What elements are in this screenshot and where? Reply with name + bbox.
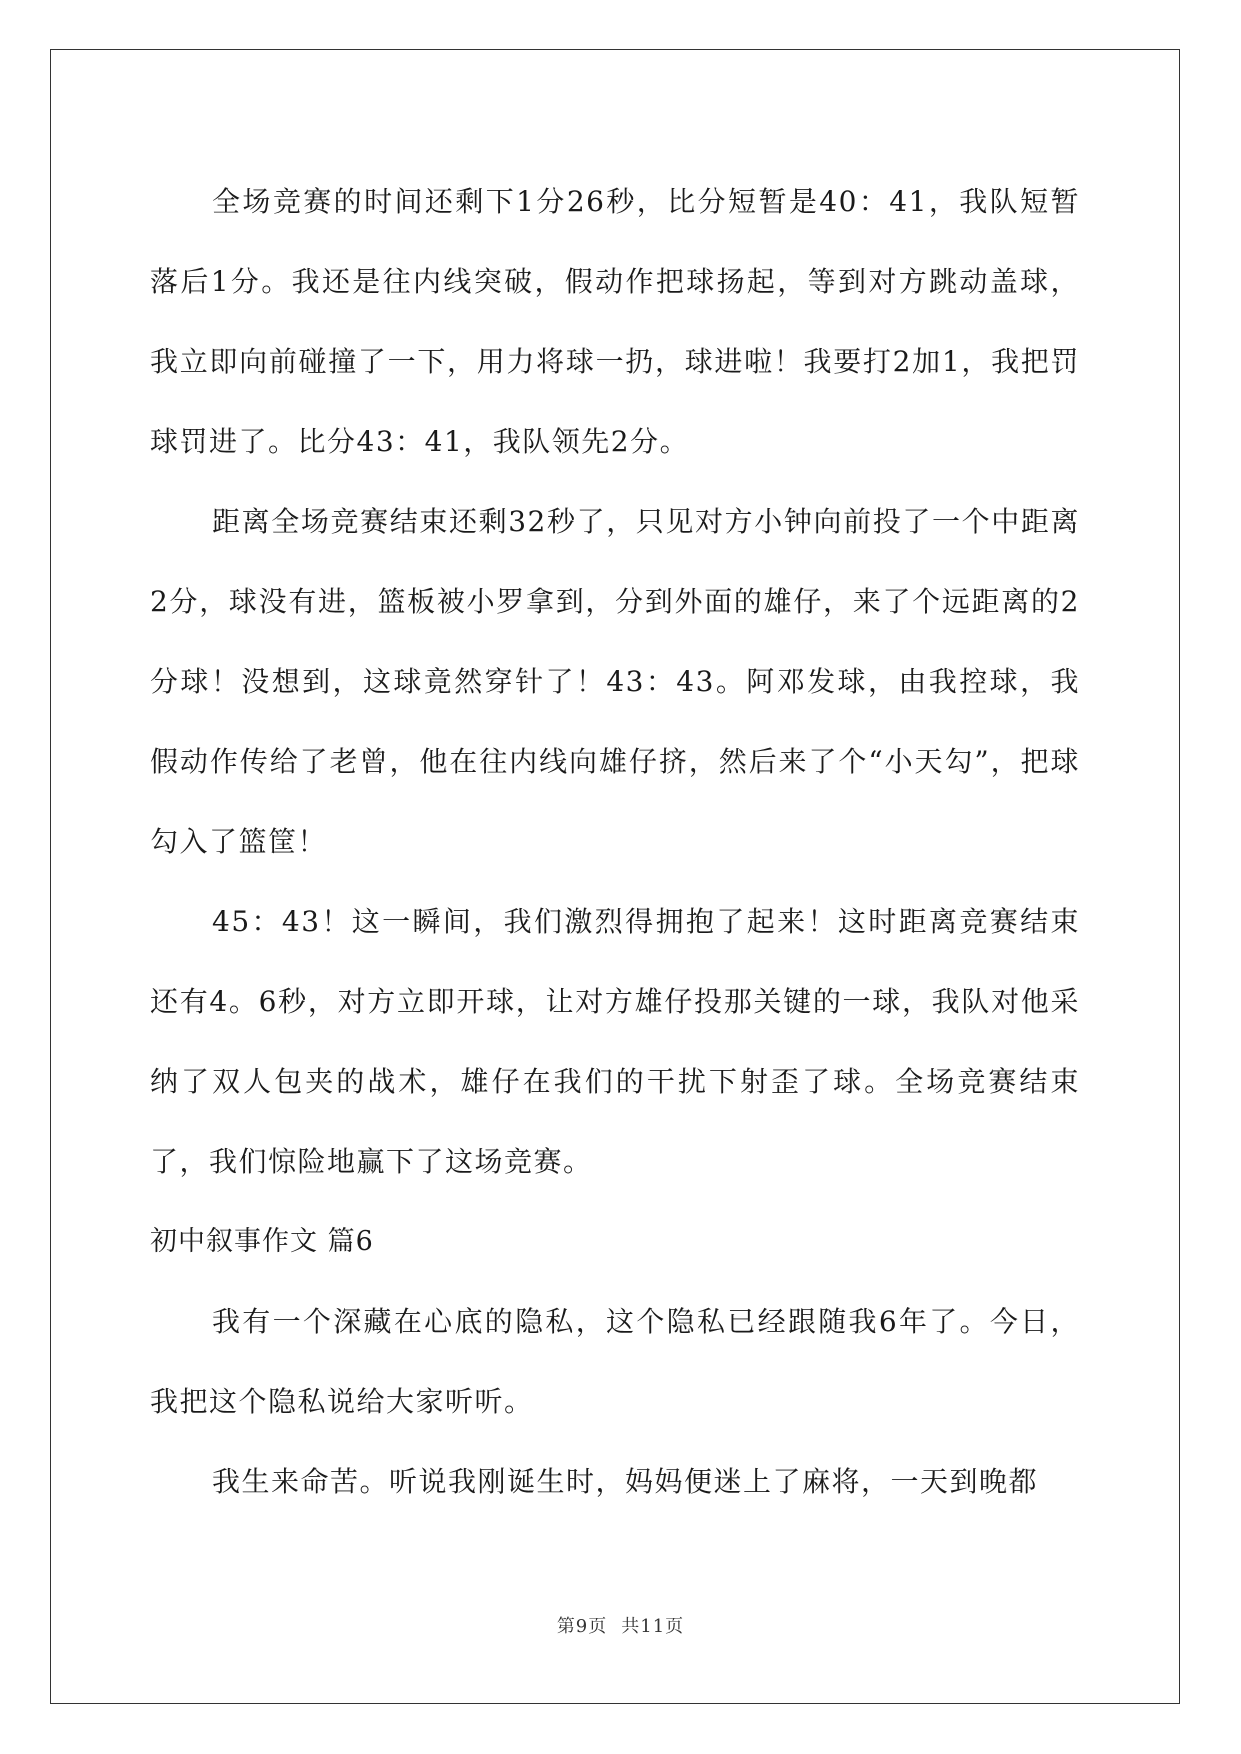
paragraph-2: 距离全场竞赛结束还剩32秒了，只见对方小钟向前投了一个中距离2分，球没有进，篮板被小罗拿到，分到外面的雄仔，来了个远距离的2分球！没想到，这球竟然穿针了！43：43。阿邓发球，由我控球，我假动作传给了老曾，他在往内线向雄仔挤，然后来了个“小天勾”，把球勾入了篮筐！: [150, 505, 1080, 858]
section-heading: 初中叙事作文 篇6: [150, 1226, 374, 1257]
document-body: [150, 162, 1080, 1522]
page-number: 第9页: [556, 1616, 608, 1637]
paragraph-3: 45：43！这一瞬间，我们激烈得拥抱了起来！这时距离竞赛结束还有4。6秒，对方立即开球，让对方雄仔投那关键的一球，我队对他采纳了双人包夹的战术，雄仔在我们的干扰下射歪了球。全场竞赛结束了，我们惊险地赢下了这场竞赛。: [150, 905, 1080, 1178]
page-total: 共11页: [621, 1616, 685, 1637]
paragraph-5: 我生来命苦。听说我刚诞生时，妈妈便迷上了麻将，一天到晚都: [212, 1465, 1039, 1498]
paragraph-4: 我有一个深藏在心底的隐私，这个隐私已经跟随我6年了。今日，我把这个隐私说给大家听听。: [150, 1305, 1080, 1418]
paragraph-1: 全场竞赛的时间还剩下1分26秒，比分短暂是40：41，我队短暂落后1分。我还是往内线突破，假动作把球扬起，等到对方跳动盖球，我立即向前碰撞了一下，用力将球一扔，球进啦！我要打2加1，我把罚球罚进了。比分43：41，我队领先2分。: [150, 185, 1080, 458]
page-footer: [0, 1612, 1241, 1638]
